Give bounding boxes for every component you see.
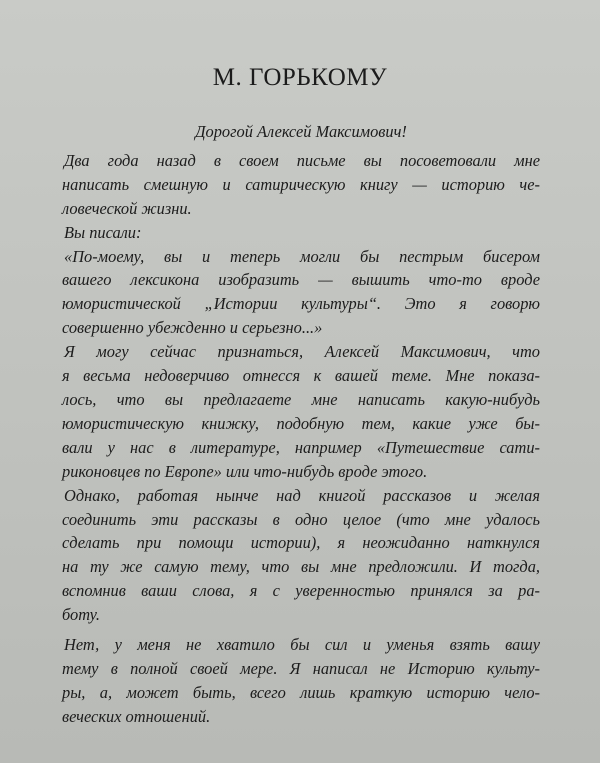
text-line: Нет, у меня не хватило бы сил и уменья взять вашу <box>64 635 540 655</box>
text-line: вашего лексикона изобразить — вышить что-то вроде <box>62 270 540 290</box>
text-line: совершенно убежденно и серьезно...» <box>62 318 323 338</box>
text-line: лось, что вы предлагаете мне написать какую-нибудь <box>62 389 540 409</box>
text-line: сделать при помощи истории), я неожиданно наткнулся <box>62 533 540 553</box>
text-line: веческих отношений. <box>62 706 211 726</box>
text-line: Однако, работая нынче над книгой рассказов и желая <box>64 485 540 505</box>
text-line: Два года назад в своем письме вы посоветовали мне <box>64 150 540 170</box>
text-line: тему в полной своей мере. Я написал не Историю культу- <box>62 658 540 678</box>
text-line: Я могу сейчас признаться, Алексей Максимович, что <box>64 342 540 362</box>
paragraph-2 <box>62 221 540 245</box>
chapter-title: М. ГОРЬКОМУ <box>212 64 388 91</box>
text-line: ловеческой жизни. <box>62 198 192 218</box>
text-line: ры, а, может быть, всего лишь краткую историю чело- <box>62 682 540 702</box>
text-line: вспомнив ваши слова, я с уверенностью принялся за ра- <box>62 581 540 601</box>
paragraph-4 <box>62 340 540 483</box>
text-line: боту. <box>62 605 100 625</box>
letter-body <box>62 120 540 729</box>
text-line: соединить эти рассказы в одно целое (что мне удалось <box>62 509 540 529</box>
paragraph-3 <box>62 245 540 341</box>
text-line: юмористической „Истории культуры“. Это я говорю <box>62 294 540 314</box>
paragraph-1 <box>62 149 540 221</box>
text-line: риконовцев по Европе» или что-нибудь вроде этого. <box>62 461 428 481</box>
paragraph-5 <box>62 484 540 627</box>
paragraph-6 <box>62 633 540 729</box>
text-line: «По-моему, вы и теперь могли бы пестрым бисером <box>64 246 540 266</box>
salutation: Дорогой Алексей Максимович! <box>195 122 407 141</box>
text-line: я весьма недоверчиво отнесся к вашей теме. Мне показа- <box>62 366 540 386</box>
text-line: написать смешную и сатирическую книгу — историю че- <box>62 174 540 194</box>
text-line: юмористическую книжку, подобную тем, какие уже бы- <box>62 413 540 433</box>
text-line: вали у нас в литературе, например «Путешествие сати- <box>62 437 540 457</box>
text-line: на ту же самую тему, что вы мне предложили. И тогда, <box>62 557 540 577</box>
text-line: Вы писали: <box>64 222 142 242</box>
